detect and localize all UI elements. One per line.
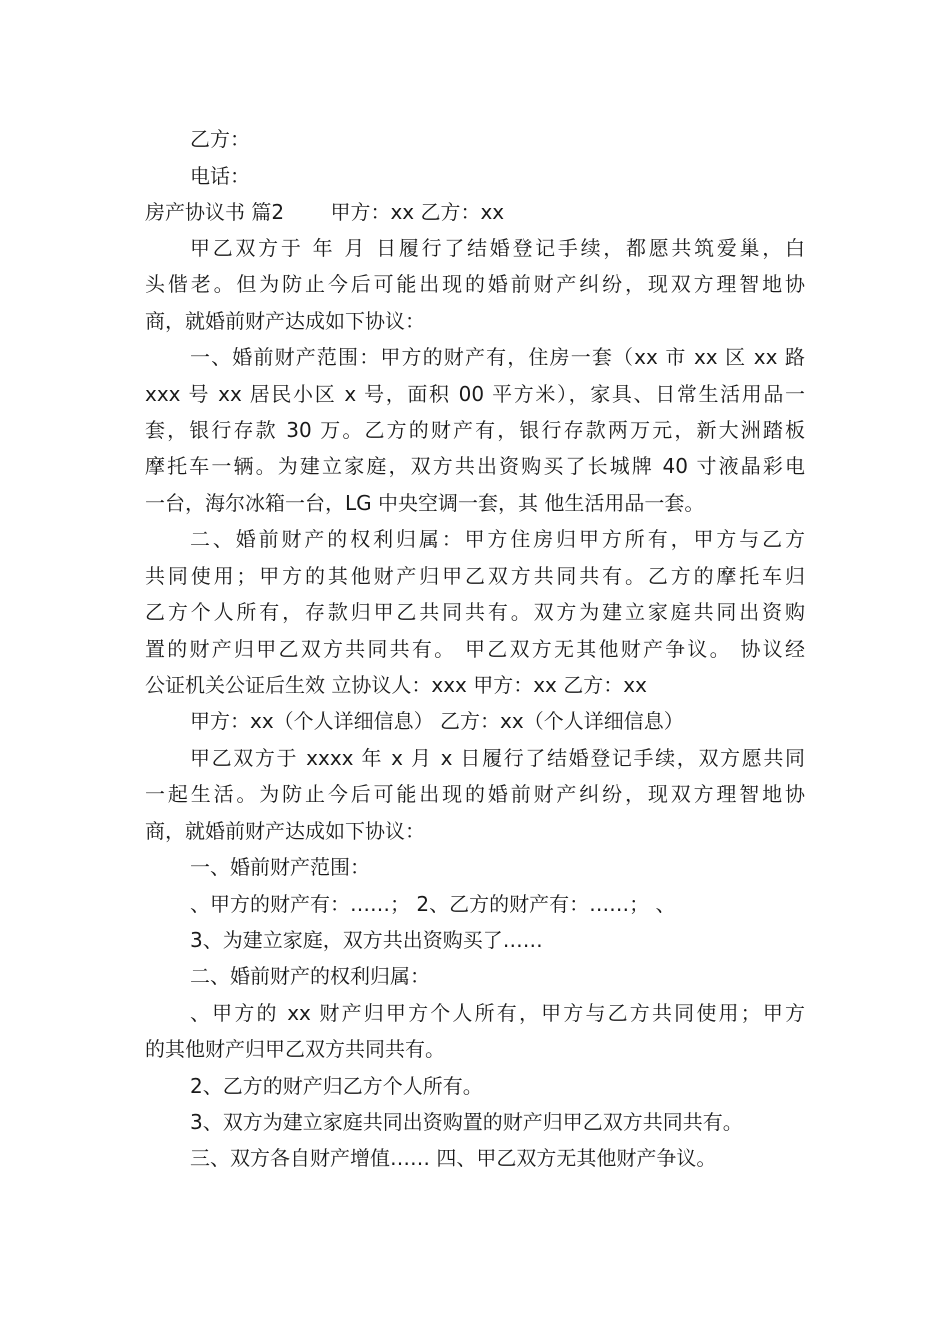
text-line: 3、为建立家庭，双方共出资购买了…… [190,928,543,952]
text-line: 乙方个人所有，存款归甲乙共同共有。双方为建立家庭共同出资购 [145,600,805,624]
text-line: 摩托车一辆。为建立家庭，双方共出资购买了长城牌 40 寸液晶彩电 [145,454,805,478]
text-line: xxx 号 xx 居民小区 x 号，面积 00 平方米），家具、日常生活用品一 [145,382,805,406]
text-line: 共同使用；甲方的其他财产归甲乙双方共同共有。乙方的摩托车归 [145,564,805,588]
text-line: 三、双方各自财产增值…… 四、甲乙双方无其他财产争议。 [190,1146,717,1170]
text-line: 头偕老。但为防止今后可能出现的婚前财产纠纷，现双方理智地协 [145,272,805,296]
text-line: 一台，海尔冰箱一台，LG 中央空调一套，其 他生活用品一套。 [145,491,705,515]
text-line: 甲乙双方于 xxxx 年 x 月 x 日履行了结婚登记手续，双方愿共同 [190,746,805,770]
text-line: 商，就婚前财产达成如下协议： [145,309,425,333]
text-line: 甲乙双方于 年 月 日履行了结婚登记手续，都愿共筑爱巢，白 [190,236,805,260]
text-line: 、甲方的 xx 财产归甲方个人所有，甲方与乙方共同使用；甲方 [190,1001,805,1025]
section-heading: 房产协议书 篇2 甲方：xx 乙方：xx [145,200,505,224]
text-line: 甲方：xx（个人详细信息） 乙方：xx（个人详细信息） [190,709,684,733]
text-line: 二、婚前财产的权利归属： [190,964,430,988]
text-line: 、甲方的财产有：……； 2、乙方的财产有：……； 、 [190,892,676,916]
text-line: 一、婚前财产范围： [190,855,370,879]
text-line: 公证机关公证后生效 立协议人：xxx 甲方：xx 乙方：xx [145,673,647,697]
text-line: 3、双方为建立家庭共同出资购置的财产归甲乙双方共同共有。 [190,1110,743,1134]
text-line: 的其他财产归甲乙双方共同共有。 [145,1037,445,1061]
text-line: 电话： [190,164,250,188]
text-line: 置的财产归甲乙双方共同共有。 甲乙双方无其他财产争议。 协议经 [145,637,805,661]
text-line: 乙方： [190,127,250,151]
text-line: 一起生活。为防止今后可能出现的婚前财产纠纷，现双方理智地协 [145,782,805,806]
text-line: 2、乙方的财产归乙方个人所有。 [190,1074,483,1098]
text-line: 套，银行存款 30 万。乙方的财产有，银行存款两万元，新大洲踏板 [145,418,805,442]
text-line: 一、婚前财产范围：甲方的财产有，住房一套（xx 市 xx 区 xx 路 [190,345,805,369]
text-line: 商，就婚前财产达成如下协议： [145,819,425,843]
text-line: 二、婚前财产的权利归属：甲方住房归甲方所有，甲方与乙方 [190,527,805,551]
